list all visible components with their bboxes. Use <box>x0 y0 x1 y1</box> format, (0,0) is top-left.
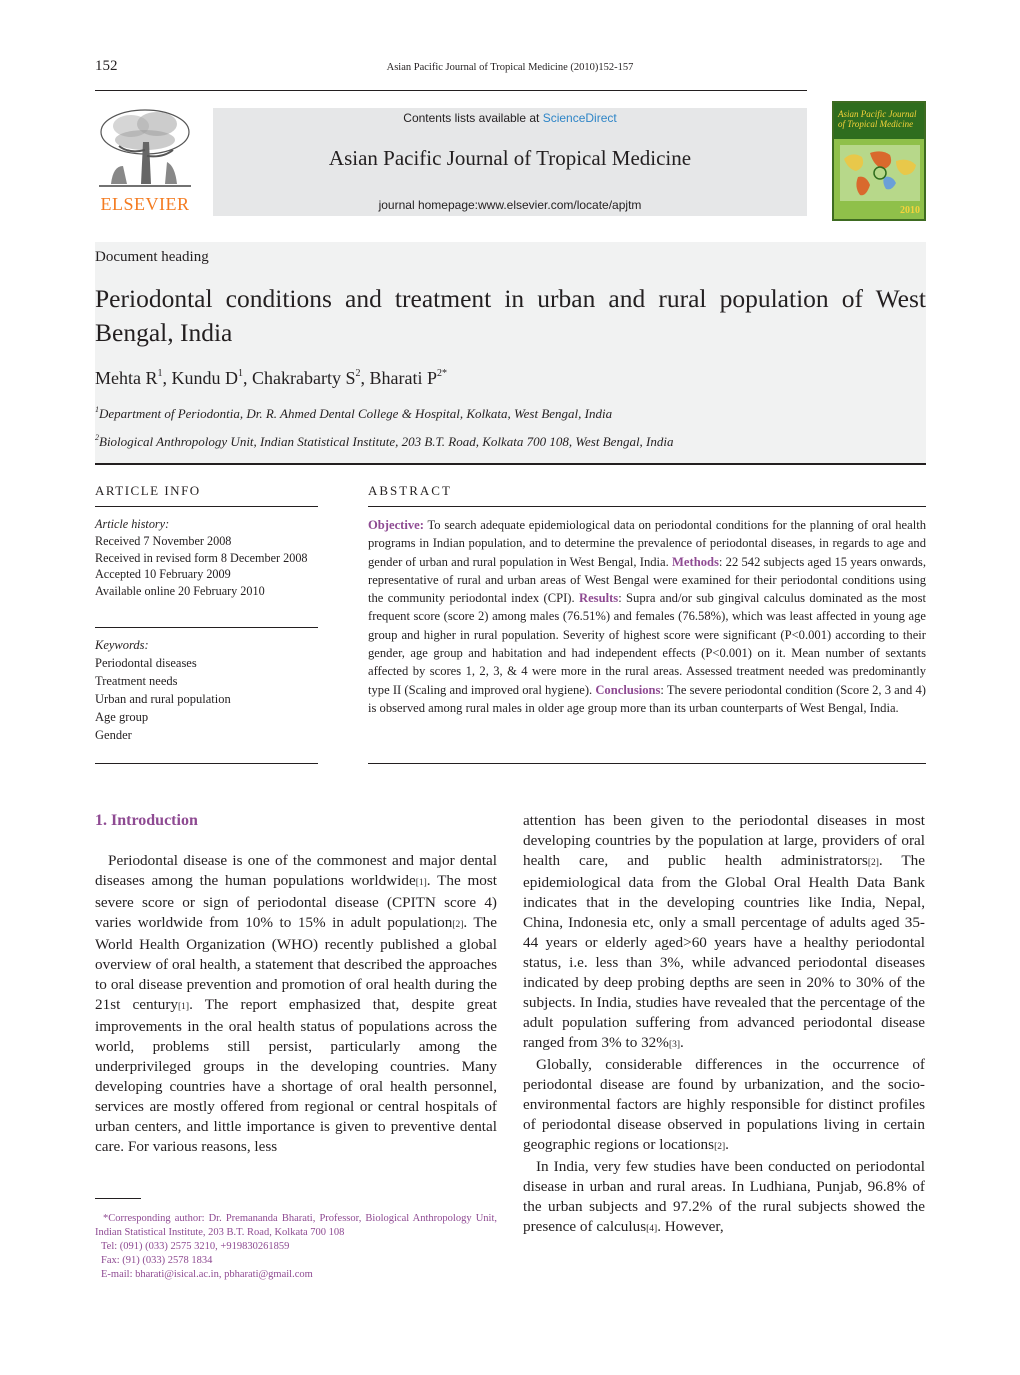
elsevier-logo <box>93 106 197 216</box>
text-run: . The epidemiological data from the Global Oral Health Data Bank indicates that in the developing countries like India, Nepal, China, Indonesia etc, only a small percentage of adults aged 35-44 years or elderly aged>60 years have a healthy periodontal status, i.e. less than 3%, while advanced periodontal diseases indicated by deep probing depths are seen in 20% to 30% of the subjects. In India, studies have revealed that the percentage of the adult population suffering from advanced periodontal disease ranged from 3% to 32% <box>523 852 925 1051</box>
text-run: attention has been given to the periodontal diseases in most developing countries by the population at large, providers of oral health care, and public health administrators <box>523 812 925 869</box>
citation-link[interactable]: [1] <box>178 1002 190 1012</box>
text-run: . <box>680 1034 684 1051</box>
affiliation-sup: 1 <box>95 405 99 414</box>
paragraph <box>523 811 925 1055</box>
body-column-left <box>95 851 497 1157</box>
keyword-item: Urban and rural population <box>95 692 231 706</box>
masthead <box>213 108 807 216</box>
history-label: Article history: <box>95 517 170 531</box>
footnote-email[interactable]: E-mail: bharati@isical.ac.in, pbharati@gmail.com <box>101 1269 313 1280</box>
citation-link[interactable]: [2] <box>452 920 464 930</box>
elsevier-wordmark: ELSEVIER <box>100 194 190 214</box>
contents-prefix: Contents lists available at <box>403 111 543 125</box>
affiliation <box>95 433 674 450</box>
divider <box>95 627 318 628</box>
world-map-icon <box>840 145 920 201</box>
footnote-fax: Fax: (91) (033) 2578 1834 <box>101 1255 213 1266</box>
journal-cover <box>832 101 926 221</box>
citation-link[interactable]: [2] <box>867 858 879 868</box>
history-item: Received 7 November 2008 <box>95 533 232 548</box>
corresponding-author-footnote <box>95 1212 497 1282</box>
contents-line <box>213 111 807 125</box>
abstract-conclusions: : The severe periodontal condition (Score 2, 3 and 4) is observed among rural males in older age group more than its urban counterparts of West Bengal, India. <box>368 682 926 715</box>
title-block <box>95 242 926 464</box>
text-run: . The World Health Organization (WHO) recently published a global overview of oral health, a statement that described the approaches to oral disease prevention and promotion of oral health during the 21st century <box>95 914 497 1013</box>
footnote-corresponding: *Corresponding author: Dr. Premananda Bharati, Professor, Biological Anthropology Unit, Indian Statistical Institute, 203 B.T. Road, Kolkata 700 108 <box>95 1213 497 1238</box>
text-run: . However, <box>657 1218 724 1235</box>
text-run: In India, very few studies have been conducted on periodontal disease in urban and rural areas. In Ludhiana, Punjab, 96.8% of the urban subjects and 97.2% of the rural subjects showed the presence of calculus <box>523 1158 925 1235</box>
citation-link[interactable]: [4] <box>646 1224 658 1234</box>
footnote-tel: Tel: (091) (033) 2575 3210, +919830261859 <box>101 1241 290 1252</box>
author-name: Mehta R <box>95 368 158 388</box>
title-rule <box>95 463 926 465</box>
abstract-methods: : 22 542 subjects aged 15 years onwards, representative of rural and urban areas of West Bengal were examined for their periodontal conditions using the community periodontal index (CPI). <box>368 554 926 606</box>
abstract-heading: ABSTRACT <box>368 483 452 498</box>
author-affil-sup: 2 <box>355 368 361 379</box>
header-rule <box>95 90 807 91</box>
keyword-item: Age group <box>95 710 149 724</box>
history-item: Received in revised form 8 December 2008 <box>95 550 308 565</box>
abstract-objective: To search adequate epidemiological data on periodontal conditions for the planning of oral health programs in Indian population, and to determine the prevalence of periodontal diseases, in regards to age and gender of urban and rural population in West Bengal, India. <box>368 518 926 569</box>
text-run: . The most severe score or sign of periodontal disease (CPITN score 4) varies worldwide from 10% to 15% in adult population <box>95 872 498 931</box>
article-info-heading: ARTICLE INFO <box>95 483 201 498</box>
sciencedirect-link[interactable]: ScienceDirect <box>542 111 617 125</box>
keyword-item: Periodontal diseases <box>95 656 197 670</box>
section-heading: 1. Introduction <box>95 812 198 829</box>
author-affil-sup: 1 <box>238 368 243 379</box>
body-column-right <box>523 811 925 1239</box>
abstract-methods-label: Methods <box>672 554 719 569</box>
abstract-conclusions-label: Conclusions <box>595 682 661 697</box>
running-title: Asian Pacific Journal of Tropical Medicine (2010)152-157 <box>386 62 634 73</box>
text-run: Periodontal disease is one of the commonest and major dental diseases among the human populations worldwide <box>95 852 497 889</box>
author-name: Kundu D <box>171 368 238 388</box>
cover-year: 2010 <box>900 205 920 216</box>
author-name: Bharati P <box>369 368 437 388</box>
cover-title: Asian Pacific Journal of Tropical Medicine <box>838 109 917 129</box>
abstract-body <box>368 516 926 717</box>
citation-link[interactable]: [1] <box>415 878 427 888</box>
paragraph <box>523 1055 925 1157</box>
text-run: Globally, considerable differences in the occurrence of periodontal disease are found by urbanization, and the socio-environmental factors are highly responsible for distinct profiles of periodontal disease observed in populations living in certain geographic regions or locations <box>523 1056 925 1153</box>
keyword-item: Treatment needs <box>95 674 178 688</box>
divider <box>95 506 318 507</box>
cover-banner <box>834 103 924 139</box>
author-affil-sup: 1 <box>157 368 163 379</box>
affiliation-text: Department of Periodontia, Dr. R. Ahmed Dental College & Hospital, Kolkata, West Bengal, India <box>99 406 613 421</box>
history-item: Accepted 10 February 2009 <box>95 567 231 582</box>
citation-link[interactable]: [3] <box>668 1040 681 1050</box>
journal-homepage[interactable]: journal homepage:www.elsevier.com/locate/apjtm <box>378 198 642 212</box>
keywords <box>95 636 318 744</box>
article-title: Periodontal conditions and treatment in urban and rural population of West Bengal, India <box>95 284 926 347</box>
paragraph <box>523 1157 925 1239</box>
paragraph <box>95 851 497 1157</box>
affiliation <box>95 405 612 422</box>
divider <box>95 763 318 764</box>
document-heading: Document heading <box>95 249 209 265</box>
abstract-results-label: Results <box>579 591 619 606</box>
citation-link[interactable]: [2] <box>714 1142 726 1152</box>
divider <box>368 763 926 764</box>
keyword-item: Gender <box>95 728 132 742</box>
affiliation-sup: 2 <box>95 433 99 442</box>
author-name: Chakrabarty S <box>252 368 356 388</box>
history-item: Available online 20 February 2010 <box>95 584 265 599</box>
keywords-label: Keywords: <box>95 638 149 652</box>
journal-name: Asian Pacific Journal of Tropical Medicine <box>328 146 692 170</box>
abstract-objective-label: Objective: <box>368 518 424 532</box>
divider <box>368 506 926 507</box>
text-run: . The report emphasized that, despite great improvements in the oral health status of populations across the world, problems still persist, particularly among the underprivileged groups in the developing countries. Many developing countries have a shortage of oral health personnel, services are mostly offered from regional or central hospitals of urban centers, and little importance is given to preventive dental care. For various reasons, less <box>95 996 498 1155</box>
elsevier-tree-icon <box>93 106 197 192</box>
author-list: Mehta $R^1$, Kundu $D^1$, Chakrabarty $S^2$, Bharati $P^{2*}$ <box>95 368 447 388</box>
article-history <box>95 516 318 600</box>
text-run: . <box>725 1136 729 1153</box>
author-affil-sup: 2* <box>436 368 447 379</box>
affiliation-text: Biological Anthropology Unit, Indian Statistical Institute, 203 B.T. Road, Kolkata 700 108, West Bengal, India <box>99 434 674 449</box>
page-number: 152 <box>95 58 118 74</box>
abstract-results: : Supra and/or sub gingival calculus dominated as the most frequent score (score 2) among males (76.51%) and females (76.58%), which was least affected in young age group and higher in rural population. Severity of highest score were significant (P<0.001) according to their gender, age group and habitation and had independent effects (P<0.001) on it. Mean number of sextants affected by scores 1, 2, 3, & 4 were more in the rural areas. Assessed treatment needed was predominantly type II (Scaling and improved oral hygiene). <box>368 591 926 697</box>
footnote-rule <box>95 1198 141 1199</box>
